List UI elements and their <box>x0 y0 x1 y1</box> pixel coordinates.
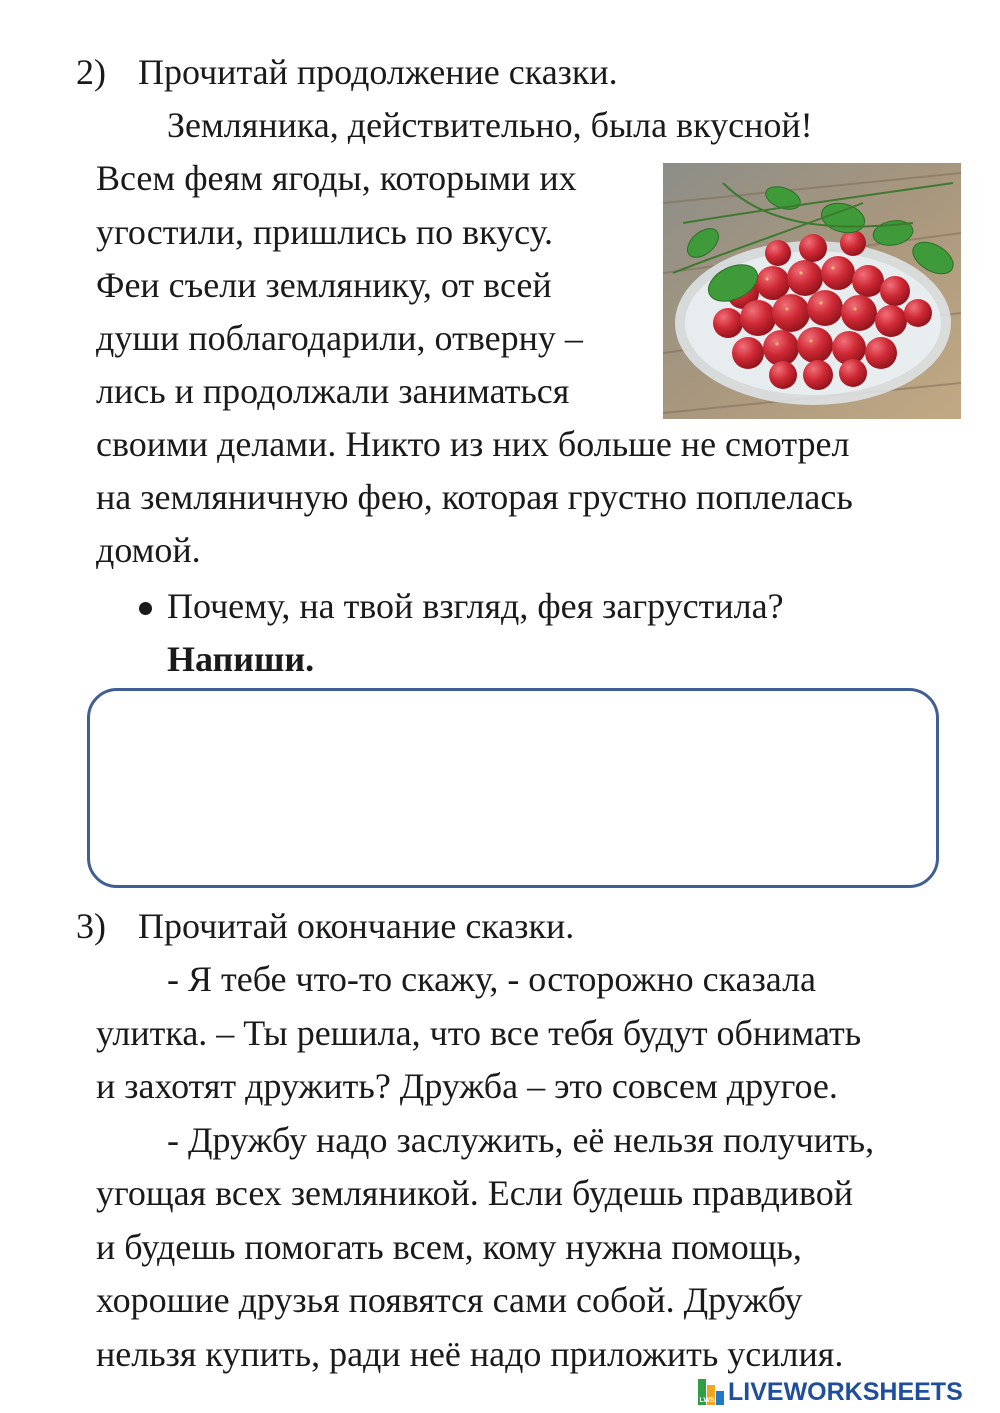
story-line: угощая всех земляникой. Если будешь правдивой <box>96 1173 854 1213</box>
section-2-heading: Прочитай продолжение сказки. <box>138 52 618 92</box>
bullet-point <box>139 602 152 615</box>
story-line: угостили, пришлись по вкусу. <box>96 212 553 252</box>
story-line: своими делами. Никто из них больше не смотрел <box>96 424 850 464</box>
story-line: - Я тебе что-то скажу, - осторожно сказала <box>167 959 817 999</box>
watermark-text: LIVEWORKSHEETS <box>728 1377 963 1406</box>
logo-letters: LWS <box>699 1397 715 1404</box>
story-line: Земляника, действительно, была вкусной! <box>167 105 813 145</box>
liveworksheets-watermark <box>698 1377 963 1407</box>
section-2-number: 2) <box>76 52 106 92</box>
question-text: Почему, на твой взгляд, фея загрустила? <box>167 586 784 626</box>
story-line: и будешь помогать всем, кому нужна помощь, <box>96 1227 802 1267</box>
liveworksheets-logo-icon <box>698 1379 724 1405</box>
strawberry-bowl-icon <box>663 163 961 419</box>
story-line: хорошие друзья появятся сами собой. Дружбу <box>96 1280 803 1320</box>
strawberry-bowl-photo <box>663 163 961 419</box>
story-line: лись и продолжали заниматься <box>96 371 570 411</box>
answer-text-box[interactable] <box>87 688 939 888</box>
story-line: на земляничную фею, которая грустно поплелась <box>96 477 853 517</box>
instruction-text: Напиши. <box>167 639 315 679</box>
section-3-number: 3) <box>76 906 106 946</box>
story-line: и захотят дружить? Дружба – это совсем другое. <box>96 1066 838 1106</box>
story-line: Феи съели землянику, от всей <box>96 265 552 305</box>
story-line: Всем феям ягоды, которыми их <box>96 158 577 198</box>
story-line: нельзя купить, ради неё надо приложить усилия. <box>96 1334 844 1374</box>
story-line: улитка. – Ты решила, что все тебя будут обнимать <box>96 1013 862 1053</box>
story-line: домой. <box>96 530 201 570</box>
story-line: души поблагодарили, отверну – <box>96 318 583 358</box>
story-line: - Дружбу надо заслужить, её нельзя получить, <box>167 1120 875 1160</box>
section-3-heading: Прочитай окончание сказки. <box>138 906 575 946</box>
